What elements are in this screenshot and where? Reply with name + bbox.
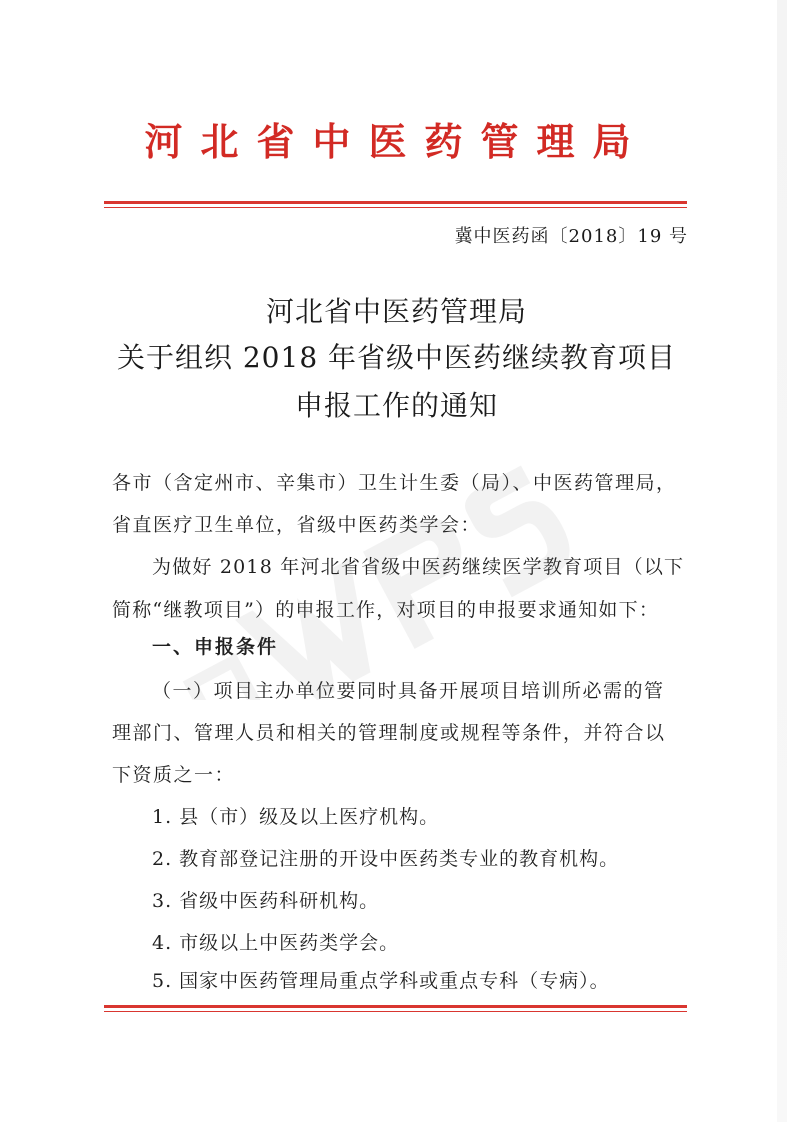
title-line-1: 河北省中医药管理局 <box>265 295 527 328</box>
footer-red-rule <box>104 1005 687 1008</box>
organization-header: 河北省中医药管理局 <box>144 119 649 164</box>
intro-line-1: 为做好 2018 年河北省省级中医药继续医学教育项目（以下 <box>152 556 685 578</box>
addressee-line-2: 省直医疗卫生单位，省级中医药类学会： <box>112 514 482 536</box>
intro-line-2: 简称“继教项目”）的申报工作，对项目的申报要求通知如下： <box>112 599 660 621</box>
document-number: 冀中医药函〔2018〕19 号 <box>454 226 688 247</box>
qualification-item: 3. 省级中医药科研机构。 <box>152 890 380 912</box>
section-heading-conditions: 一、申报条件 <box>152 636 279 658</box>
clause-1-line-2: 理部门、管理人员和相关的管理制度或规程等条件，并符合以 <box>112 722 666 744</box>
qualification-item: 2. 教育部登记注册的开设中医药类专业的教育机构。 <box>152 848 620 870</box>
footer-red-rule-thin <box>104 1011 687 1012</box>
qualification-item: 1. 县（市）级及以上医疗机构。 <box>152 806 440 828</box>
header-red-rule <box>104 201 687 204</box>
title-line-2: 关于组织 2018 年省级中医药继续教育项目 <box>116 341 677 374</box>
qualification-item: 5. 国家中医药管理局重点学科或重点专科（专病）。 <box>152 970 610 992</box>
title-line-3: 申报工作的通知 <box>294 389 498 422</box>
scan-edge <box>777 0 787 1122</box>
addressee-line-1: 各市（含定州市、辛集市）卫生计生委（局）、中医药管理局， <box>112 472 677 494</box>
qualification-item: 4. 市级以上中医药类学会。 <box>152 932 400 954</box>
clause-1-line-1: （一）项目主办单位要同时具备开展项目培训所必需的管 <box>152 680 665 702</box>
clause-1-line-3: 下资质之一： <box>112 764 236 786</box>
header-red-rule-thin <box>104 207 687 208</box>
